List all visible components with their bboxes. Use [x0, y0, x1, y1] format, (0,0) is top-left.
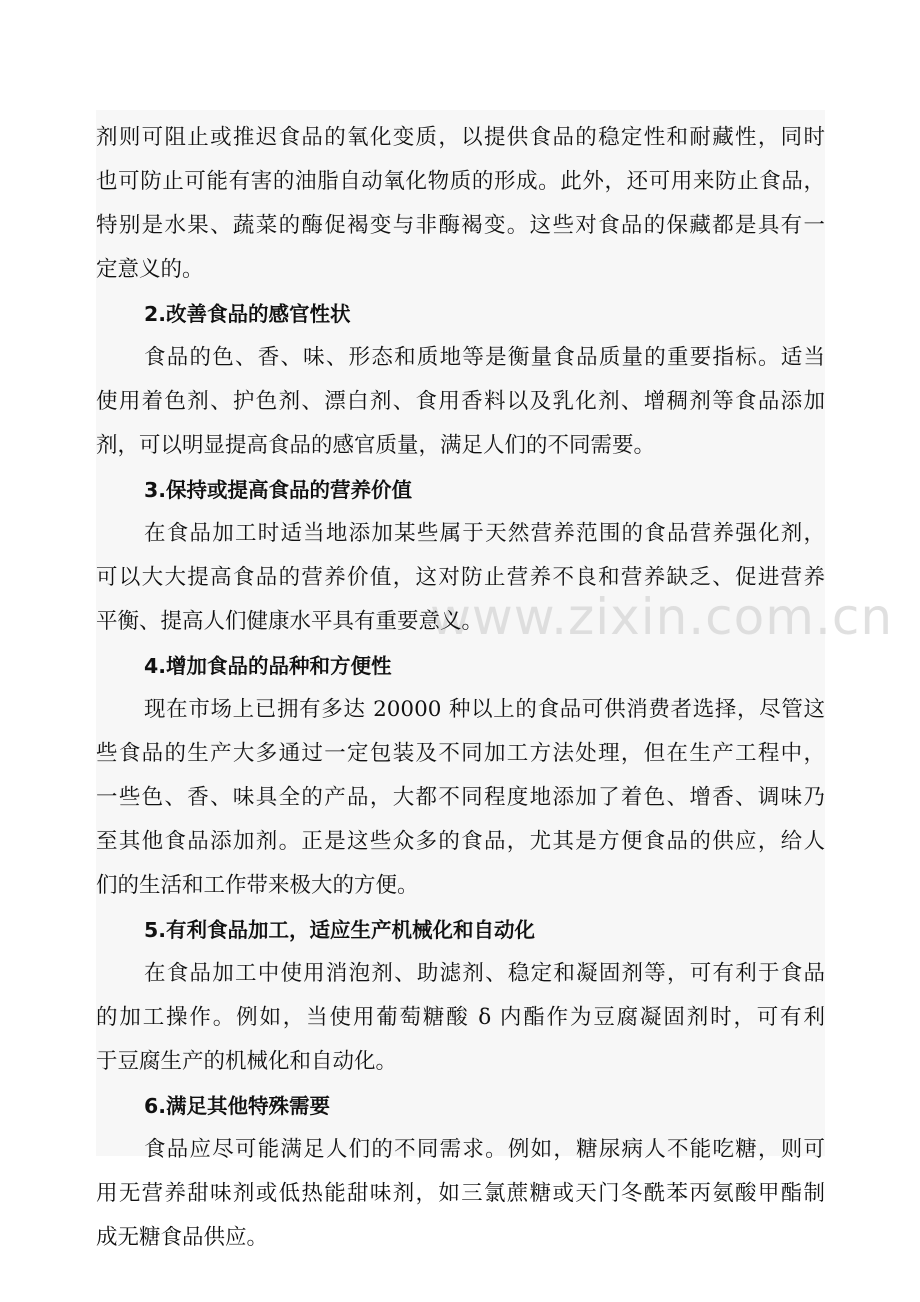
section-heading-text: 5.有利食品加工，适应生产机械化和自动化 [144, 918, 536, 942]
section-heading-text: 2.改善食品的感官性状 [144, 302, 351, 326]
paragraph-line: 剂则可阻止或推迟食品的氧化变质，以提供食品的稳定性和耐藏性，同时 [96, 125, 825, 150]
section-heading [96, 1084, 825, 1128]
paragraph-line-text: 定意义的。 [96, 257, 204, 282]
paragraph-line [96, 864, 825, 908]
section-heading-text: 3.保持或提高食品的营养价值 [144, 478, 413, 502]
paragraph-line: 也可防止可能有害的油脂自动氧化物质的形成。此外，还可用来防止食品， [96, 169, 825, 194]
paragraph-line: 现在市场上已拥有多达 20000 种以上的食品可供消费者选择，尽管这 [144, 697, 825, 722]
paragraph-line: 的加工操作。例如，当使用葡萄糖酸 δ 内酯作为豆腐凝固剂时，可有利 [96, 1005, 825, 1030]
paragraph-line: 食品的色、香、味、形态和质地等是衡量食品质量的重要指标。适当 [144, 345, 825, 370]
paragraph-line: 用无营养甜味剂或低热能甜味剂，如三氯蔗糖或天门冬酰苯丙氨酸甲酯制 [96, 1181, 825, 1206]
paragraph-line-text: 们的生活和工作带来极大的方便。 [96, 873, 419, 898]
paragraph-line [96, 1040, 825, 1084]
paragraph-line: 在食品加工中使用消泡剂、助滤剂、稳定和凝固剂等，可有利于食品 [144, 961, 825, 986]
paragraph-line-text: 于豆腐生产的机械化和自动化。 [96, 1049, 398, 1074]
watermark-text: www.zixin.com.cn [430, 588, 894, 646]
paragraph-line [96, 248, 825, 292]
paragraph-line: 一些色、香、味具全的产品，大都不同程度地添加了着色、增香、调味乃 [96, 785, 825, 810]
paragraph-line [96, 600, 825, 644]
paragraph-line: 食品应尽可能满足人们的不同需求。例如，糖尿病人不能吃糖，则可 [144, 1137, 825, 1162]
paragraph-line-text: 平衡、提高人们健康水平具有重要意义。 [96, 609, 484, 634]
paragraph-line-text: 成无糖食品供应。 [96, 1225, 269, 1250]
paragraph-line: 特别是水果、蔬菜的酶促褐变与非酶褐变。这些对食品的保藏都是具有一 [96, 213, 825, 238]
paragraph-line: 可以大大提高食品的营养价值，这对防止营养不良和营养缺乏、促进营养 [96, 565, 825, 590]
section-heading-text: 4.增加食品的品种和方便性 [144, 654, 392, 678]
paragraph-line: 至其他食品添加剂。正是这些众多的食品，尤其是方便食品的供应，给人 [96, 829, 825, 854]
paragraph-line: 使用着色剂、护色剂、漂白剂、食用香料以及乳化剂、增稠剂等食品添加 [96, 389, 825, 414]
paragraph-line [96, 424, 825, 468]
section-heading [96, 908, 825, 952]
paragraph-line-text: 剂，可以明显提高食品的感官质量，满足人们的不同需要。 [96, 433, 656, 458]
section-heading [96, 644, 825, 688]
section-heading-text: 6.满足其他特殊需要 [144, 1094, 331, 1118]
paragraph-line: 在食品加工时适当地添加某些属于天然营养范围的食品营养强化剂， [144, 521, 825, 546]
section-heading [96, 468, 825, 512]
section-heading [96, 292, 825, 336]
paragraph-line [96, 1216, 825, 1260]
document-body [96, 116, 825, 1260]
paragraph-line: 些食品的生产大多通过一定包装及不同加工方法处理，但在生产工程中， [96, 741, 825, 766]
